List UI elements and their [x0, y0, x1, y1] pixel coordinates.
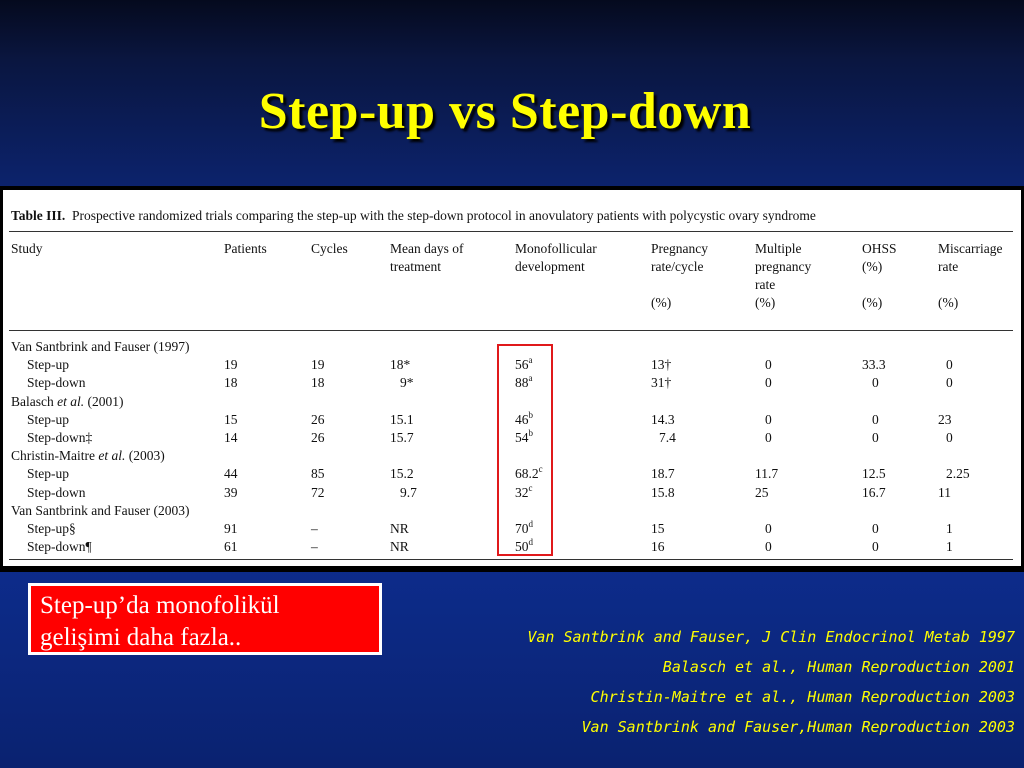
cell-days	[390, 411, 414, 429]
cell-multi	[765, 429, 772, 447]
cell-cycles	[311, 538, 318, 556]
study-text: Step-down‡	[27, 430, 93, 445]
study-text: Step-up§	[27, 521, 76, 536]
cell-preg	[651, 465, 675, 483]
header-multi-line-3: rate	[755, 277, 776, 292]
cell-value: 0	[872, 539, 879, 555]
cell-value: NR	[390, 539, 409, 555]
cell-cycles	[311, 484, 325, 502]
arm-name	[27, 520, 76, 538]
cell-value: 0	[946, 430, 953, 445]
cell-mono	[515, 520, 533, 538]
cell-misc	[938, 484, 951, 502]
cell-value: 0	[765, 411, 772, 427]
table-rule-top	[9, 231, 1013, 232]
footnote-marker: c	[538, 464, 543, 475]
cell-value: 15	[651, 521, 665, 536]
table-rule-bottom	[9, 559, 1013, 560]
cell-patients	[224, 374, 238, 392]
cell-cycles	[311, 374, 325, 392]
cell-multi	[765, 356, 772, 374]
cell-multi	[765, 374, 772, 392]
cell-preg	[651, 484, 675, 502]
cell-value: 7.4	[659, 430, 676, 445]
header-preg-line-2: rate/cycle	[651, 259, 704, 274]
cell-value: 2.25	[946, 466, 970, 482]
cell-value: 0	[765, 357, 772, 373]
reference-line: Christin-Maitre et al., Human Reproduction 2003	[590, 688, 1015, 706]
cell-value: 70	[515, 521, 529, 536]
cell-cycles	[311, 356, 325, 374]
cell-preg	[651, 411, 675, 429]
header-misc-line-2: rate	[938, 259, 959, 274]
cell-mono	[515, 484, 533, 502]
arm-name	[27, 374, 86, 392]
cell-ohss	[872, 411, 879, 429]
cell-value: 18*	[390, 357, 411, 373]
cell-mono	[515, 429, 533, 447]
table-caption-label: Table III.	[11, 208, 66, 223]
cell-value: 26	[311, 411, 325, 427]
header-ohss-line-4: (%)	[862, 295, 883, 310]
cell-value: 15	[224, 411, 238, 427]
cell-value: 13†	[651, 357, 672, 373]
table-caption	[11, 208, 816, 224]
cell-value: 15.1	[390, 411, 414, 427]
cell-value: 56	[515, 357, 529, 373]
cell-ohss	[862, 465, 886, 483]
cell-value: 15.8	[651, 484, 675, 500]
arm-name	[27, 411, 69, 429]
footnote-marker: d	[528, 537, 533, 548]
cell-ohss	[872, 374, 879, 392]
study-text: Van Santbrink and Fauser (2003)	[11, 502, 190, 518]
study-group-name	[11, 393, 124, 411]
cell-value: 61	[224, 539, 238, 555]
header-study-line-1: Study	[11, 241, 43, 256]
cell-value: 0	[872, 521, 879, 536]
cell-misc	[946, 374, 953, 392]
table-rule-header	[9, 330, 1013, 331]
note-line-1: Step-up’da monofolikül	[40, 592, 280, 619]
footnote-marker: b	[528, 428, 533, 438]
cell-misc	[946, 520, 953, 538]
cell-value: 15.2	[390, 466, 414, 482]
cell-patients	[224, 484, 238, 502]
study-text: Van Santbrink and Fauser (1997)	[11, 339, 190, 354]
cell-misc	[946, 465, 970, 483]
arm-name	[27, 465, 69, 483]
reference-line: Van Santbrink and Fauser,Human Reproduction 2003	[581, 718, 1015, 736]
cell-value: 11.7	[755, 466, 779, 482]
header-multi-line-4: (%)	[755, 295, 776, 310]
cell-days	[390, 465, 414, 483]
cell-value: 25	[755, 484, 769, 500]
arm-name	[27, 429, 92, 447]
cell-ohss	[872, 538, 879, 556]
cell-value: 0	[946, 357, 953, 373]
cell-value: 0	[765, 521, 772, 536]
table-panel	[0, 186, 1024, 572]
cell-multi	[765, 411, 772, 429]
cell-value: 31†	[651, 375, 672, 391]
header-mono-line-1: Monofollicular	[515, 241, 597, 256]
footnote-marker: c	[528, 482, 533, 493]
header-multi-line-1: Multiple	[755, 241, 802, 256]
cell-mono	[515, 538, 533, 556]
arm-name	[27, 538, 92, 556]
cell-value: 1	[946, 521, 953, 536]
cell-value: 0	[765, 539, 772, 555]
cell-days	[400, 374, 414, 392]
cell-value: 32	[515, 484, 529, 500]
cell-multi	[765, 520, 772, 538]
cell-cycles	[311, 429, 325, 447]
header-cycles-line-1: Cycles	[311, 241, 348, 256]
cell-multi	[755, 484, 769, 502]
cell-mono	[515, 411, 533, 429]
cell-value: 18	[224, 375, 238, 391]
study-text: Step-up	[27, 411, 69, 427]
cell-value: 68.2	[515, 466, 539, 482]
arm-name	[27, 356, 69, 374]
footnote-marker: d	[528, 519, 533, 529]
cell-ohss	[862, 484, 886, 502]
cell-value: 16	[651, 539, 665, 555]
cell-preg	[651, 374, 671, 392]
cell-value: 46	[515, 411, 529, 427]
study-group-name	[11, 338, 189, 356]
cell-multi	[765, 538, 772, 556]
cell-value: 44	[224, 466, 238, 482]
cell-value: 19	[311, 357, 325, 373]
cell-value: 72	[311, 484, 325, 500]
cell-cycles	[311, 465, 325, 483]
arm-name	[27, 484, 86, 502]
cell-misc	[946, 356, 953, 374]
cell-value: 1	[946, 539, 953, 555]
cell-preg	[651, 356, 671, 374]
cell-value: 12.5	[862, 466, 886, 482]
cell-days	[390, 429, 414, 447]
cell-value: 15.7	[390, 430, 414, 445]
cell-value: 19	[224, 357, 238, 373]
cell-value: 54	[515, 430, 529, 445]
header-multi-line-2: pregnancy	[755, 259, 812, 274]
cell-value: 9*	[400, 375, 414, 391]
cell-patients	[224, 520, 238, 538]
cell-misc	[946, 538, 953, 556]
cell-value: 85	[311, 466, 325, 482]
cell-patients	[224, 465, 238, 483]
study-year: (2001)	[87, 393, 124, 409]
header-preg-line-4: (%)	[651, 295, 672, 310]
cell-value: 39	[224, 484, 238, 500]
study-text: Step-down	[27, 375, 86, 391]
study-text: Christin-Maitre	[11, 448, 95, 464]
cell-ohss	[872, 429, 879, 447]
header-days-line-2: treatment	[390, 259, 441, 274]
cell-value: 11	[938, 484, 951, 500]
table-caption-text: Prospective randomized trials comparing the step-up with the step-down protocol in anovulatory patients with polycystic ovary syndrome	[72, 208, 816, 223]
header-days-line-1: Mean days of	[390, 241, 464, 256]
study-text: Step-down	[27, 484, 86, 500]
cell-value: 18	[311, 375, 325, 391]
cell-value: 0	[872, 430, 879, 445]
cell-value: NR	[390, 521, 409, 536]
header-mono-line-2: development	[515, 259, 585, 274]
study-group-name	[11, 447, 165, 465]
cell-patients	[224, 538, 238, 556]
cell-days	[390, 356, 410, 374]
cell-value: –	[311, 539, 318, 555]
header-misc-line-4: (%)	[938, 295, 959, 310]
study-etal: et al.	[98, 448, 126, 464]
cell-value: 0	[765, 375, 772, 391]
cell-misc	[938, 411, 952, 429]
cell-multi	[755, 465, 778, 483]
cell-patients	[224, 356, 238, 374]
study-text: Balasch	[11, 393, 54, 409]
cell-value: 14	[224, 430, 238, 445]
cell-cycles	[311, 411, 325, 429]
reference-line: Balasch et al., Human Reproduction 2001	[662, 658, 1015, 676]
cell-value: 0	[872, 411, 879, 427]
cell-value: 33.3	[862, 357, 886, 373]
references-list	[527, 622, 1015, 742]
cell-ohss	[862, 356, 886, 374]
cell-value: 23	[938, 411, 952, 427]
study-group-name	[11, 502, 189, 520]
cell-value: 16.7	[862, 484, 886, 500]
header-preg-line-1: Pregnancy	[651, 241, 708, 256]
cell-value: 0	[872, 375, 879, 391]
cell-patients	[224, 429, 238, 447]
cell-cycles	[311, 520, 318, 538]
cell-mono	[515, 374, 533, 392]
cell-value: 0	[946, 375, 953, 391]
cell-patients	[224, 411, 238, 429]
study-table	[3, 190, 1021, 566]
header-misc-line-1: Miscarriage	[938, 241, 1003, 256]
cell-misc	[946, 429, 953, 447]
cell-days	[390, 538, 409, 556]
cell-preg	[651, 520, 665, 538]
note-line-2: gelişimi daha fazla..	[40, 624, 242, 651]
cell-preg	[651, 538, 665, 556]
study-text: Step-down¶	[27, 539, 92, 555]
header-ohss-line-1: OHSS	[862, 241, 897, 256]
reference-line: Van Santbrink and Fauser, J Clin Endocrinol Metab 1997	[527, 628, 1015, 646]
cell-mono	[515, 356, 533, 374]
header-ohss-line-2: (%)	[862, 259, 883, 274]
note-box	[28, 583, 382, 655]
cell-preg	[659, 429, 676, 447]
footnote-marker: b	[528, 409, 533, 420]
cell-value: 9.7	[400, 484, 417, 500]
cell-mono	[515, 465, 543, 483]
study-text: Step-up	[27, 357, 69, 373]
cell-ohss	[872, 520, 879, 538]
cell-value: 50	[515, 539, 529, 555]
cell-value: –	[311, 521, 318, 536]
cell-value: 88	[515, 375, 529, 391]
cell-value: 18.7	[651, 466, 675, 482]
cell-value: 14.3	[651, 411, 675, 427]
slide-title: Step-up vs Step-down	[258, 83, 752, 140]
footnote-marker: a	[528, 373, 533, 384]
study-text: Step-up	[27, 466, 69, 482]
header-patients-line-1: Patients	[224, 241, 267, 256]
study-etal: et al.	[57, 393, 85, 409]
cell-value: 91	[224, 521, 238, 536]
cell-days	[390, 520, 409, 538]
cell-days	[400, 484, 417, 502]
cell-value: 26	[311, 430, 325, 445]
cell-value: 0	[765, 430, 772, 445]
study-year: (2003)	[128, 448, 165, 464]
footnote-marker: a	[528, 355, 533, 366]
